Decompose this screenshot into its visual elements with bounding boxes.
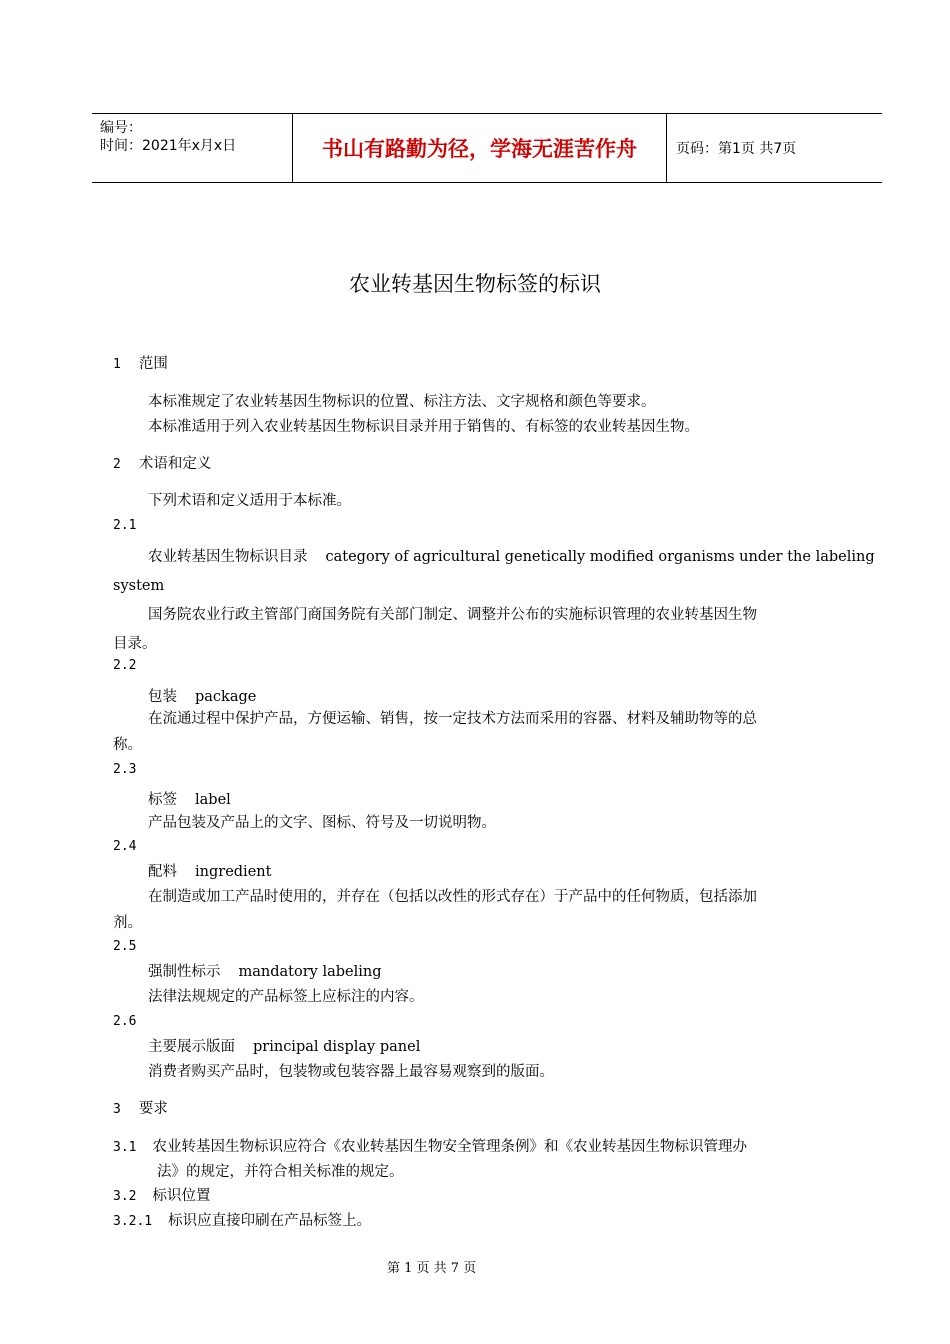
term-2-4-title: 配料 ingredient xyxy=(148,864,272,880)
section-1-heading: 1 范围 xyxy=(113,356,168,372)
term-2-6-title: 主要展示版面 principal display panel xyxy=(148,1039,421,1055)
document-header xyxy=(92,113,882,183)
term-2-3-title: 标签 label xyxy=(148,792,231,808)
term-2-4-definition: 在制造或加工产品时使用的，并存在（包括以改性的形式存在）于产品中的任何物质，包括添加 xyxy=(148,889,757,905)
term-2-1-title: 农业转基因生物标识目录 category of agricultural genetically modified organisms under the labeling xyxy=(148,549,875,565)
header-page-info: 页码：第1页 共7页 xyxy=(676,141,797,157)
section-1-paragraph-1: 本标准规定了农业转基因生物标识的位置、标注方法、文字规格和颜色等要求。 xyxy=(148,394,656,410)
term-2-1-definition-cont: 目录。 xyxy=(113,636,157,652)
term-2-2-number: 2.2 xyxy=(113,658,137,673)
section-3-heading: 3 要求 xyxy=(113,1101,168,1117)
term-2-1-title-cont: system xyxy=(113,578,165,594)
clause-3-1-cont: 法》的规定，并符合相关标准的规定。 xyxy=(157,1164,404,1180)
clause-3-2-heading: 3.2 标识位置 xyxy=(113,1188,211,1204)
term-2-3-number: 2.3 xyxy=(113,762,137,777)
clause-3-2-1: 3.2.1 标识应直接印刷在产品标签上。 xyxy=(113,1213,372,1229)
header-left-cell xyxy=(92,114,292,182)
term-2-6-definition: 消费者购买产品时，包装物或包装容器上最容易观察到的版面。 xyxy=(148,1064,554,1080)
term-2-5-number: 2.5 xyxy=(113,939,137,954)
document-title: 农业转基因生物标签的标识 xyxy=(349,272,601,296)
section-2-intro: 下列术语和定义适用于本标准。 xyxy=(148,493,351,509)
term-2-4-number: 2.4 xyxy=(113,839,137,854)
term-2-3-definition: 产品包装及产品上的文字、图标、符号及一切说明物。 xyxy=(148,815,496,831)
document-date: 时间：2021年x月x日 xyxy=(100,138,237,154)
term-2-1-definition: 国务院农业行政主管部门商国务院有关部门制定、调整并公布的实施标识管理的农业转基因生物 xyxy=(148,607,757,623)
header-motto-cell xyxy=(292,114,667,182)
term-2-2-definition-cont: 称。 xyxy=(113,737,142,753)
term-2-5-title: 强制性标示 mandatory labeling xyxy=(148,964,382,980)
clause-3-1: 3.1 农业转基因生物标识应符合《农业转基因生物安全管理条例》和《农业转基因生物标识管理办 xyxy=(113,1139,747,1155)
term-2-6-number: 2.6 xyxy=(113,1014,137,1029)
header-motto: 书山有路勤为径，学海无涯苦作舟 xyxy=(322,137,637,161)
term-2-2-title: 包装 package xyxy=(148,689,257,705)
term-2-1-number: 2.1 xyxy=(113,518,137,533)
term-2-2-definition: 在流通过程中保护产品，方便运输、销售，按一定技术方法而采用的容器、材料及辅助物等的总 xyxy=(148,711,757,727)
term-2-4-definition-cont: 剂。 xyxy=(113,915,142,931)
term-2-5-definition: 法律法规规定的产品标签上应标注的内容。 xyxy=(148,989,424,1005)
page-footer: 第 1 页 共 7 页 xyxy=(387,1261,477,1276)
section-1-paragraph-2: 本标准适用于列入农业转基因生物标识目录并用于销售的、有标签的农业转基因生物。 xyxy=(148,419,699,435)
section-2-heading: 2 术语和定义 xyxy=(113,456,212,472)
header-page-cell xyxy=(666,114,882,182)
document-number-label: 编号： xyxy=(100,120,142,136)
